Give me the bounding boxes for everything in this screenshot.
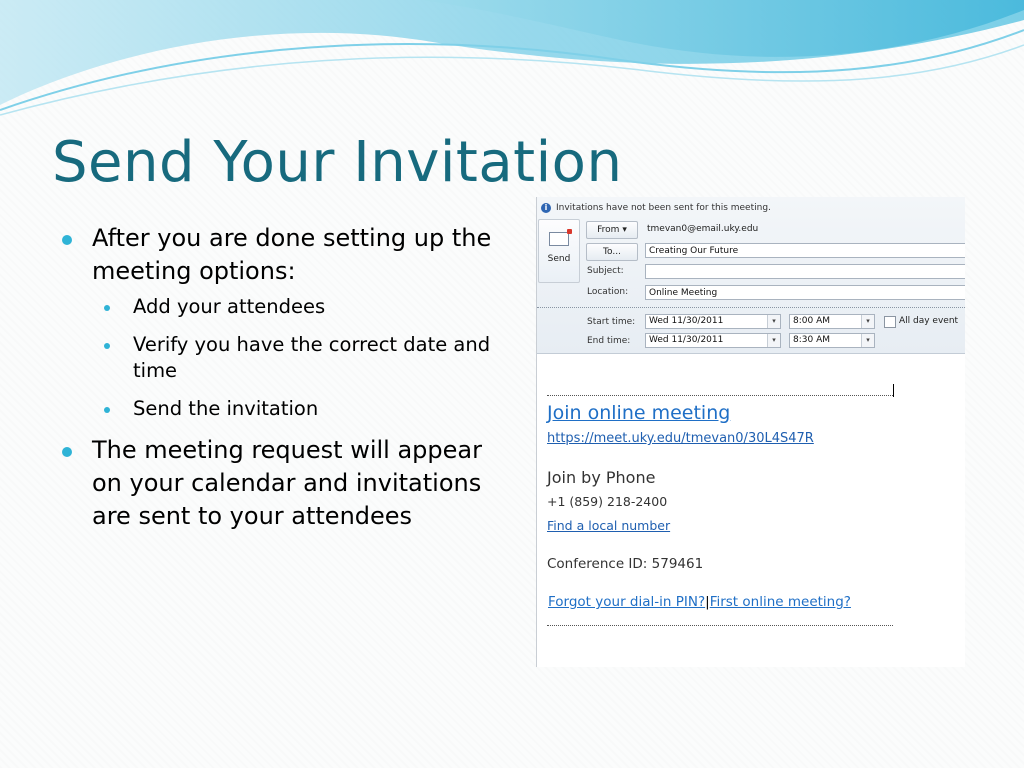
from-value: tmevan0@email.uky.edu bbox=[647, 224, 759, 234]
sub-bullet-item bbox=[92, 396, 492, 422]
send-label: Send bbox=[547, 254, 571, 264]
send-envelope-icon bbox=[549, 232, 569, 246]
join-online-meeting-link[interactable]: Join online meeting bbox=[547, 402, 731, 424]
body-top-separator bbox=[547, 395, 893, 396]
start-time-label: Start time: bbox=[587, 317, 636, 327]
chevron-down-icon: ▾ bbox=[767, 315, 780, 328]
sub-bullet-item bbox=[92, 294, 492, 320]
sub-bullet-item bbox=[92, 332, 492, 384]
sub-bullet-text: Verify you have the correct date and time bbox=[133, 333, 491, 382]
all-day-label: All day event bbox=[899, 316, 959, 326]
bullet-dot-icon bbox=[62, 235, 72, 245]
start-time-select[interactable] bbox=[789, 314, 875, 329]
chevron-down-icon: ▾ bbox=[861, 315, 874, 328]
find-local-number-link[interactable]: Find a local number bbox=[547, 518, 671, 533]
bullet-list bbox=[62, 222, 492, 539]
to-button[interactable]: To... bbox=[586, 243, 638, 261]
start-time-value: 8:00 AM bbox=[793, 316, 830, 326]
from-button[interactable]: From ▾ bbox=[586, 221, 638, 239]
bullet-dot-icon bbox=[104, 343, 110, 349]
bullet-item bbox=[62, 222, 492, 422]
chevron-down-icon: ▾ bbox=[861, 334, 874, 347]
info-icon: i bbox=[541, 203, 551, 213]
end-time-select[interactable] bbox=[789, 333, 875, 348]
end-date-value: Wed 11/30/2011 bbox=[649, 335, 724, 345]
meeting-header-panel bbox=[537, 197, 965, 354]
to-field[interactable]: Creating Our Future bbox=[645, 243, 965, 258]
forgot-pin-link[interactable]: Forgot your dial-in PIN? bbox=[548, 594, 706, 610]
chevron-down-icon: ▾ bbox=[767, 334, 780, 347]
conference-id: Conference ID: 579461 bbox=[547, 556, 704, 572]
bullet-text: After you are done setting up the meeting options: bbox=[92, 224, 492, 285]
location-field[interactable]: Online Meeting bbox=[645, 285, 965, 300]
bullet-dot-icon bbox=[104, 305, 110, 311]
bullet-item bbox=[62, 434, 492, 533]
link-separator: | bbox=[705, 594, 710, 610]
subject-field[interactable] bbox=[645, 264, 965, 279]
start-date-value: Wed 11/30/2011 bbox=[649, 316, 724, 326]
bullet-dot-icon bbox=[62, 447, 72, 457]
sub-bullet-list bbox=[92, 294, 492, 422]
bullet-dot-icon bbox=[104, 407, 110, 413]
sub-bullet-text: Send the invitation bbox=[133, 397, 319, 420]
header-wave-decoration bbox=[0, 0, 1024, 120]
help-links bbox=[548, 594, 851, 610]
first-online-meeting-link[interactable]: First online meeting? bbox=[709, 594, 851, 610]
header-divider bbox=[537, 307, 965, 308]
all-day-checkbox[interactable] bbox=[884, 316, 896, 328]
text-cursor bbox=[893, 384, 894, 397]
start-date-select[interactable] bbox=[645, 314, 781, 329]
meeting-url-link[interactable]: https://meet.uky.edu/tmevan0/30L4S47R bbox=[547, 431, 814, 446]
send-button[interactable] bbox=[538, 219, 580, 283]
phone-number: +1 (859) 218-2400 bbox=[547, 494, 668, 509]
end-time-label: End time: bbox=[587, 336, 631, 346]
info-bar-text: Invitations have not been sent for this meeting. bbox=[556, 203, 771, 213]
info-bar bbox=[541, 203, 771, 213]
body-bottom-separator bbox=[547, 625, 893, 626]
outlook-meeting-screenshot bbox=[536, 197, 965, 667]
bullet-text: The meeting request will appear on your calendar and invitations are sent to your attendees bbox=[92, 436, 482, 530]
end-time-value: 8:30 AM bbox=[793, 335, 830, 345]
sub-bullet-text: Add your attendees bbox=[133, 295, 326, 318]
location-label: Location: bbox=[587, 287, 629, 297]
subject-label: Subject: bbox=[587, 266, 624, 276]
slide-title: Send Your Invitation bbox=[52, 130, 623, 195]
end-date-select[interactable] bbox=[645, 333, 781, 348]
join-by-phone-heading: Join by Phone bbox=[547, 468, 656, 487]
